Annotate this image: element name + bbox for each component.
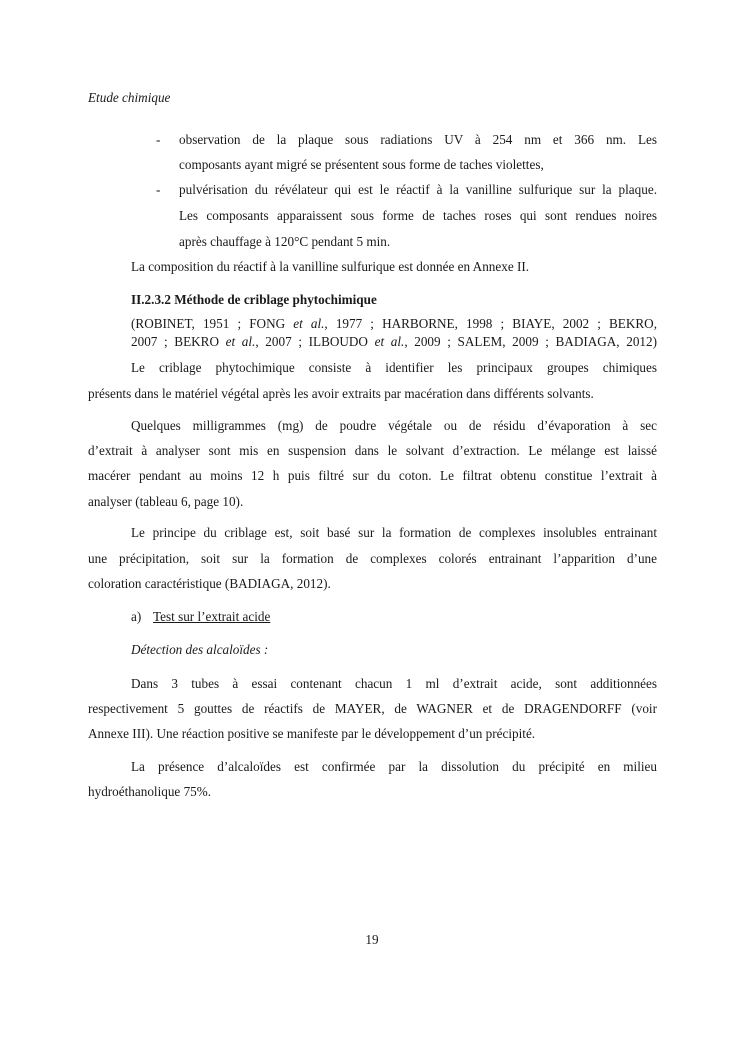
page-number: 19: [365, 932, 379, 947]
paragraph-line: une précipitation, soit sur la formation de complexes colorés entrainant l’apparition d’une: [88, 551, 657, 566]
subsection-title: Test sur l’extrait acide: [153, 609, 271, 624]
paragraph-line: Annexe III). Une réaction positive se manifeste par le développement d’un précipité.: [88, 726, 536, 741]
bullet-line: observation de la plaque sous radiations UV à 254 nm et 366 nm. Les: [179, 132, 657, 147]
annex-note: La composition du réactif à la vanilline sulfurique est donnée en Annexe II.: [131, 259, 530, 274]
list-marker: a): [131, 609, 142, 624]
paragraph-line: Quelques milligrammes (mg) de poudre végétale ou de résidu d’évaporation à sec: [131, 418, 657, 433]
detection-title: Détection des alcaloïdes :: [131, 642, 269, 657]
running-header: Etude chimique: [88, 90, 171, 105]
paragraph-line: présents dans le matériel végétal après les avoir extraits par macération dans différents solvants.: [88, 386, 594, 401]
section-heading: II.2.3.2 Méthode de criblage phytochimique: [131, 292, 377, 307]
bullet-line: Les composants apparaissent sous forme de taches roses qui sont rendues noires: [179, 208, 657, 223]
bullet-line: pulvérisation du révélateur qui est le réactif à la vanilline sulfurique sur la plaque.: [179, 182, 657, 197]
paragraph-line: d’extrait à analyser sont mis en suspension dans le solvant d’extraction. Le mélange est laissé: [88, 443, 657, 458]
paragraph-line: respectivement 5 gouttes de réactifs de MAYER, de WAGNER et de DRAGENDORFF (voir: [88, 701, 657, 716]
paragraph-line: hydroéthanolique 75%.: [88, 784, 212, 799]
paragraph-line: macérer pendant au moins 12 h puis filtré sur du coton. Le filtrat obtenu constitue l’extrait à: [88, 468, 657, 483]
paragraph-line: analyser (tableau 6, page 10).: [88, 494, 244, 509]
bullet-line: après chauffage à 120°C pendant 5 min.: [179, 234, 391, 249]
bullet-marker: -: [156, 132, 161, 147]
paragraph-line: Le criblage phytochimique consiste à identifier les principaux groupes chimiques: [131, 360, 657, 375]
paragraph-line: coloration caractéristique (BADIAGA, 2012).: [88, 576, 331, 591]
reference-line: (ROBINET, 1951 ; FONG et al., 1977 ; HARBORNE, 1998 ; BIAYE, 2002 ; BEKRO,: [131, 316, 658, 331]
reference-line: 2007 ; BEKRO et al., 2007 ; ILBOUDO et al., 2009 ; SALEM, 2009 ; BADIAGA, 2012): [131, 334, 657, 349]
paragraph-line: Dans 3 tubes à essai contenant chacun 1 ml d’extrait acide, sont additionnées: [131, 676, 657, 691]
paragraph-line: Le principe du criblage est, soit basé sur la formation de complexes insolubles entrainant: [131, 525, 657, 540]
paragraph-line: La présence d’alcaloïdes est confirmée par la dissolution du précipité en milieu: [131, 759, 657, 774]
bullet-marker: -: [156, 182, 161, 197]
bullet-line: composants ayant migré se présentent sous forme de taches violettes,: [179, 157, 544, 172]
